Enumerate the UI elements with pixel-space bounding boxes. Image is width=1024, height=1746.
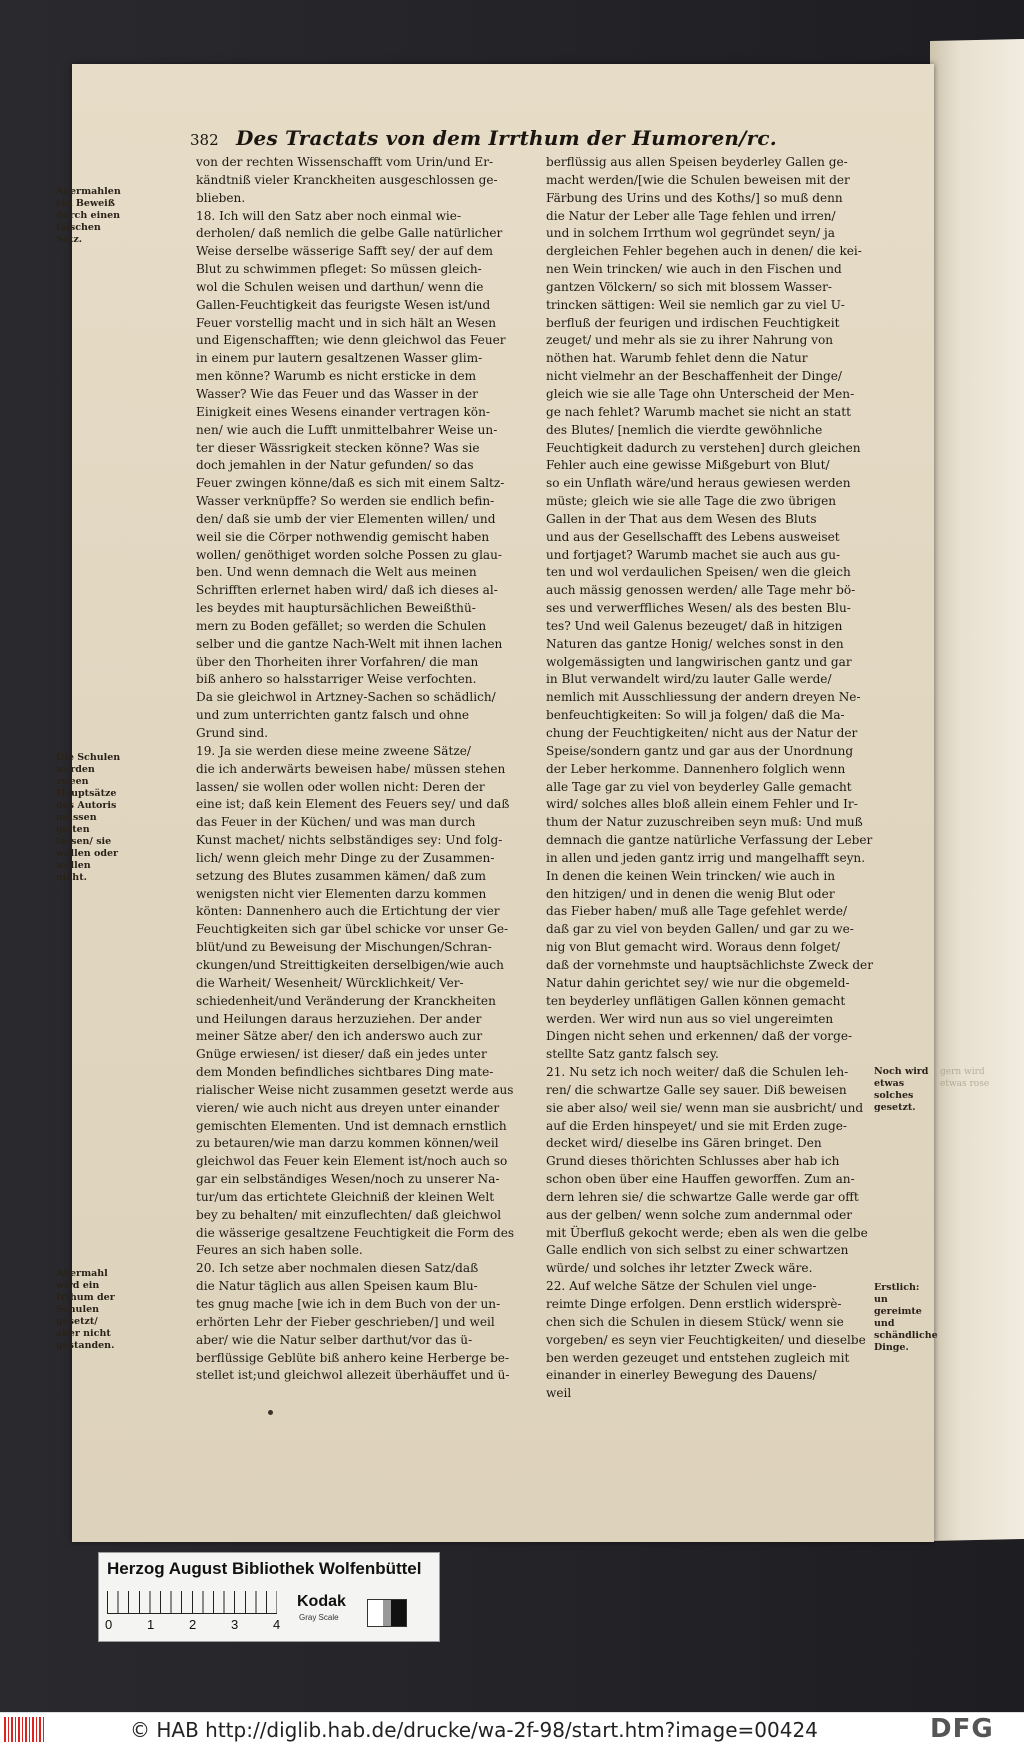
- text-line: und zum unterrichten gantz falsch und ohne: [196, 708, 470, 723]
- text-line: bey zu behalten/ mit einzuflechten/ daß gleichwol: [196, 1207, 502, 1222]
- text-line: berflüssig aus allen Speisen beyderley Gallen ge-: [546, 155, 848, 169]
- text-line: kändtniß vieler Kranckheiten ausgeschlossen ge-: [196, 172, 498, 187]
- text-line: ten beyderley unflätigen Gallen können gemacht: [546, 993, 846, 1008]
- text-line: das Feuer in der Küchen/ und was man durch: [196, 815, 476, 830]
- text-line: dem Monden befindliches sichtbares Ding mate-: [196, 1065, 494, 1080]
- text-line: 18. Ich will den Satz aber noch einmal wie-: [196, 208, 462, 223]
- text-line: berflüssige Geblüte biß anhero keine Herberge be-: [196, 1350, 510, 1365]
- text-line: die Natur täglich aus allen Speisen kaum Blu-: [196, 1279, 478, 1294]
- text-line: lassen/ sie wollen oder wollen nicht: Deren der: [196, 779, 485, 794]
- text-line: Fehler auch eine gewisse Mißgeburt von Blut/: [546, 458, 830, 473]
- text-line: tes gnug mache [wie ich in dem Buch von der un-: [196, 1297, 501, 1311]
- text-line: nicht vielmehr an der Beschaffenheit der Dinge/: [546, 369, 842, 384]
- text-line: 21. Nu setz ich noch weiter/ daß die Schulen leh-: [546, 1065, 849, 1080]
- text-line: könten: Dannenhero auch die Ertichtung der vier: [196, 904, 500, 919]
- text-line: von der rechten Wissenschafft vom Urin/und Er-: [196, 155, 494, 169]
- barcode-icon: [4, 1717, 44, 1742]
- text-line: Natur dahin gerichtet sey/ wie nur die obgemeld-: [546, 975, 850, 990]
- text-line: dergleichen Fehler begehen auch in denen/ die kei-: [546, 244, 862, 259]
- text-line: und Heilungen daraus herzuziehen. Der ander: [196, 1011, 482, 1026]
- library-name: Herzog August Bibliothek Wolfenbüttel: [107, 1559, 422, 1578]
- page-number: 382: [190, 131, 219, 149]
- text-line: die wässerige gesaltzene Feuchtigkeit die Form des: [196, 1225, 515, 1240]
- text-line: wird/ solches alles bloß allein einem Fehler und Ir-: [546, 797, 858, 812]
- margin-note-left-3: Abermahl wird ein Irthum der Schulen gesetzt/ aber nicht gestanden.: [56, 1268, 115, 1351]
- text-line: die Warheit/ Wesenheit/ Würcklichkeit/ Ver-: [196, 975, 464, 990]
- text-line: stellte Satz gantz falsch sey.: [546, 1047, 719, 1062]
- text-line: der Leber herkomme. Dannenhero folglich wenn: [546, 761, 846, 776]
- text-line: Feuchtigkeiten sich gar übel schicke vor unser Ge-: [196, 922, 509, 937]
- text-line: berfluß der feurigen und irdischen Feuchtigkeit: [546, 315, 840, 330]
- text-line: ren/ die schwartze Galle sey sauer. Diß beweisen: [546, 1082, 847, 1097]
- margin-note-left-2: Die Schulen werden zween Hauptsätze des Autoris müssen gelten lassen/ sie wollen oder wollen nicht.: [56, 752, 121, 883]
- text-line: ge nach fehlet? Warumb machet sie nicht an statt: [546, 404, 851, 419]
- text-line: reimte Dinge erfolgen. Denn erstlich widersprè-: [546, 1297, 842, 1311]
- text-line: gleichwol das Feuer kein Element ist/noch auch so: [196, 1154, 508, 1169]
- text-line: tes? Und weil Galenus bezeuget/ daß in hitzigen: [546, 618, 843, 633]
- viewer-footer: [0, 1712, 1024, 1746]
- text-line: 20. Ich setze aber nochmalen diesen Satz/daß: [196, 1261, 479, 1276]
- text-line: Gnüge erwiesen/ ist dieser/ daß ein jedes unter: [196, 1047, 487, 1062]
- text-line: Weise derselbe wässerige Safft sey/ der auf dem: [196, 244, 493, 259]
- text-line: Feures an sich haben solle.: [196, 1243, 363, 1258]
- text-line: ben. Und wenn demnach die Welt aus meinen: [196, 565, 477, 580]
- text-line: lich/ wenn gleich mehr Dinge zu der Zusammen-: [196, 850, 495, 865]
- text-line: Naturen das gantze Honig/ welches sonst in den: [546, 636, 844, 651]
- text-line: doch jemahlen in der Natur gefunden/ so das: [196, 458, 474, 473]
- text-line: Feuer zwingen könne/daß es sich mit einem Saltz-: [196, 476, 505, 491]
- text-line: benfeuchtigkeiten: So will ja folgen/ daß die Ma-: [546, 708, 845, 723]
- text-line: über den Thorheiten ihrer Vorfahren/ die man: [196, 654, 479, 669]
- right-text-column: [546, 154, 900, 1403]
- text-line: Galle endlich von sich selbst zu einer schwartzen: [546, 1243, 849, 1258]
- left-text-column: [196, 154, 601, 1385]
- text-line: und in solchem Irrthum wol gegründet seyn/ ja: [546, 226, 835, 241]
- text-line: in einem pur lautern gesaltzenen Wasser glim-: [196, 351, 483, 366]
- text-line: aber/ wie die Natur selber darthut/vor das ü-: [196, 1332, 473, 1347]
- text-line: dern lehren sie/ die schwartze Galle werde gar offt: [546, 1189, 859, 1204]
- margin-note-left-1: Abermahlen ein Beweiß durch einen falschen Satz.: [56, 186, 121, 245]
- text-line: aus der gelben/ wenn solche zum andernmal oder: [546, 1207, 853, 1222]
- text-line: Da sie gleichwol in Artzney-Sachen so schädlich/: [196, 690, 496, 705]
- text-line: chen sich die Schulen in diesem Stück/ wenn sie: [546, 1314, 844, 1329]
- text-line: Feuer vorstellig macht und in sich hält an Wesen: [196, 315, 497, 330]
- text-line: erhörten Lehr der Fieber geschrieben/] und weil: [196, 1314, 495, 1329]
- facing-page-edge: [930, 39, 1024, 1541]
- text-line: daß gar zu viel von beyden Gallen/ und gar zu we-: [546, 922, 854, 937]
- text-line: Speise/sondern gantz und gar aus der Unordnung: [546, 743, 854, 758]
- text-line: derholen/ daß nemlich die gelbe Galle natürlicher: [196, 226, 503, 241]
- text-line: den/ daß sie umb der vier Elementen willen/ und: [196, 511, 496, 526]
- text-line: gleich wie sie alle Tage ohn Unterscheid der Men-: [546, 386, 855, 401]
- text-line: Grund sind.: [196, 726, 269, 740]
- text-line: nen Wein trincken/ wie auch in den Fischen und: [546, 262, 842, 277]
- bleed-through-text: gern wird etwas rose: [940, 1067, 990, 1089]
- text-line: wollen/ genöthiget worden solche Possen zu glau-: [196, 547, 503, 562]
- text-line: biß anhero so halsstarriger Weise verfochten.: [196, 672, 477, 687]
- text-line: nig von Blut gemacht wird. Woraus denn folget/: [546, 940, 841, 955]
- text-line: die ich anderwärts beweisen habe/ müssen stehen: [196, 761, 506, 776]
- text-line: vieren/ wie auch nicht aus dreyen unter einander: [196, 1100, 500, 1115]
- text-line: eine ist; daß kein Element des Feuers sey/ und daß: [196, 797, 510, 812]
- text-line: und fortjaget? Warumb machet sie auch aus gu-: [546, 547, 841, 562]
- text-line: thum der Natur zuzuschreiben seyn muß: Und muß: [546, 815, 863, 830]
- ruler-number: 2: [189, 1617, 197, 1632]
- text-line: les beydes mit hauptursächlichen Beweißthü-: [196, 601, 476, 616]
- text-line: den hitzigen/ und in denen die wenig Blut oder: [546, 886, 835, 901]
- text-line: vorgeben/ es seyn vier Feuchtigkeiten/ und dieselbe: [546, 1332, 866, 1347]
- text-line: schiedenheit/und Veränderung der Kranckheiten: [196, 993, 496, 1008]
- text-line: 19. Ja sie werden diese meine zweene Sätze/: [196, 743, 471, 758]
- text-line: Einigkeit eines Wesens einander vertragen kön-: [196, 404, 490, 419]
- text-line: auf die Erden hinspeyet/ und sie mit Erden zuge-: [546, 1118, 847, 1133]
- running-title: Des Tractats von dem Irrthum der Humoren/rc.: [236, 126, 777, 150]
- scale-ruler: [107, 1591, 277, 1614]
- text-line: sie aber also/ weil sie/ wenn man sie ausbricht/ und: [546, 1100, 864, 1115]
- margin-note-right-1: Noch wird etwas solches gesetzt.: [874, 1066, 929, 1113]
- text-line: Wasser? Wie das Feuer und das Wasser in der: [196, 386, 478, 401]
- text-line: einander in einerley Bewegung des Dauens/: [546, 1368, 817, 1383]
- text-line: ckungen/und Streittigkeiten derselbigen/wie auch: [196, 957, 504, 972]
- text-line: Schrifften erlernet haben wird/ daß ich dieses al-: [196, 583, 498, 598]
- text-line: Dingen nicht sehen und erkennen/ daß der vorge-: [546, 1029, 853, 1044]
- text-line: demnach die gantze natürliche Verfassung der Leber: [546, 833, 873, 848]
- ruler-number: 1: [147, 1617, 155, 1632]
- text-line: zeuget/ und mehr als sie zu ihrer Nahrung von: [546, 333, 834, 348]
- text-line: nemlich mit Ausschliessung der andern dreyen Ne-: [546, 690, 861, 705]
- text-line: 22. Auf welche Sätze der Schulen viel unge-: [546, 1279, 817, 1294]
- text-line: stellet ist;und gleichwol allezeit überhäuffet und ü-: [196, 1368, 510, 1383]
- text-line: in Blut verwandelt wird/zu lauter Galle werde/: [546, 672, 832, 687]
- ruler-number: 0: [105, 1617, 113, 1632]
- text-line: und aus der Gesellschafft des Lebens ausweiset: [546, 529, 840, 544]
- text-line: nöthen hat. Warumb fehlet denn die Natur: [546, 351, 808, 366]
- text-line: tur/um das ertichtete Gleichniß der kleinen Welt: [196, 1189, 495, 1204]
- text-line: Blut zu schwimmen pfleget: So müssen gleich-: [196, 262, 482, 277]
- text-line: schon oben über eine Hauffen geworffen. Zum an-: [546, 1172, 855, 1187]
- dfg-logo: DFG: [930, 1714, 994, 1744]
- gray-swatch: [367, 1599, 407, 1627]
- text-line: des Blutes/ [nemlich die vierdte gewöhnliche: [546, 422, 823, 437]
- text-line: ter dieser Wässrigkeit stecken könne? Was sie: [196, 440, 480, 455]
- text-line: daß der vornehmste und hauptsächlichste Zweck der: [546, 957, 873, 972]
- text-line: ten und wol verdaulichen Speisen/ wen die gleich: [546, 565, 851, 580]
- margin-note-right-2: Erstlich: un gereimte und schändliche Dinge.: [874, 1282, 938, 1353]
- text-line: werden. Wer wird nun aus so viel ungereimten: [546, 1011, 834, 1026]
- source-link[interactable]: © HAB http://diglib.hab.de/drucke/wa-2f-98/start.htm?image=00424: [130, 1718, 818, 1742]
- text-line: ses und verwerffliches Wesen/ als des besten Blu-: [546, 601, 851, 616]
- text-line: weil: [546, 1386, 572, 1401]
- text-line: meiner Sätze aber/ den ich anderswo auch zur: [196, 1029, 483, 1044]
- ruler-number: 4: [273, 1617, 281, 1632]
- text-line: blieben.: [196, 190, 246, 205]
- text-line: gemischten Elementen. Und ist demnach ernstlich: [196, 1118, 507, 1133]
- book-page: [72, 64, 938, 1542]
- text-line: macht werden/[wie die Schulen beweisen mit der: [546, 172, 850, 187]
- text-line: In denen die keinen Wein trincken/ wie auch in: [546, 868, 836, 883]
- text-line: Grund dieses thörichten Schlusses aber hab ich: [546, 1154, 840, 1169]
- text-line: auch mässig genossen werden/ alle Tage mehr bö-: [546, 583, 856, 598]
- text-line: selber und die gantze Nach-Welt mit ihnen lachen: [196, 636, 503, 651]
- text-line: chung der Feuchtigkeiten/ nicht aus der Natur der: [546, 726, 858, 740]
- ruler-number: 3: [231, 1617, 239, 1632]
- text-line: mern zu Boden gefället; so werden die Schulen: [196, 618, 487, 633]
- text-line: Gallen-Feuchtigkeit das feurigste Wesen ist/und: [196, 297, 491, 312]
- text-line: weil sie die Cörper nothwendig gemischt haben: [196, 529, 490, 544]
- text-line: Gallen in der That aus dem Wesen des Bluts: [546, 511, 817, 526]
- text-line: setzung des Blutes zusammen kämen/ daß zum: [196, 868, 486, 883]
- text-line: in allen und jeden gantz irrig und mangelhafft seyn.: [546, 850, 866, 865]
- text-line: müste; gleich wie sie alle Tage die zwo übrigen: [546, 494, 837, 509]
- kodak-brand: Kodak: [297, 1593, 346, 1610]
- text-line: Färbung des Urins und des Koths/] so muß denn: [546, 190, 843, 205]
- text-line: und Eigenschafften; wie denn gleichwol das Feuer: [196, 333, 506, 348]
- library-color-card: [98, 1552, 440, 1642]
- text-line: blüt/und zu Beweisung der Mischungen/Schran-: [196, 940, 492, 955]
- text-line: wenigsten nicht vier Elementen darzu kommen: [196, 886, 487, 901]
- text-line: rialischer Weise nicht zusammen gesetzt werde aus: [196, 1082, 514, 1097]
- text-line: wolgemässigten und langwirischen gantz und gar: [546, 654, 852, 669]
- text-line: zu betauren/wie man darzu kommen können/weil: [196, 1136, 499, 1151]
- text-line: men könne? Warumb es nicht ersticke in dem: [196, 369, 477, 384]
- text-line: so ein Unflath wäre/und heraus gewiesen werden: [546, 476, 851, 491]
- text-line: alle Tage gar zu viel von beyderley Galle gemacht: [546, 779, 852, 794]
- text-line: decket wird/ dieselbe ins Gären bringet. Den: [546, 1136, 822, 1151]
- text-line: die Natur der Leber alle Tage fehlen und irren/: [546, 208, 836, 223]
- text-line: gantzen Völckern/ so sich mit blossem Wasser-: [546, 279, 832, 294]
- text-line: mit Überfluß gekocht werde; eben als wen die gelbe: [546, 1225, 868, 1240]
- text-line: würde/ und solches ihr letzter Zweck wäre.: [546, 1261, 813, 1276]
- text-line: wol die Schulen weisen und darthun/ wenn die: [196, 279, 484, 294]
- gray-scale-label: Gray Scale: [299, 1613, 339, 1622]
- ink-smudge: [268, 1410, 273, 1415]
- text-line: gar ein selbständiges Wesen/noch zu unserer Na-: [196, 1172, 500, 1187]
- text-line: trincken sättigen: Weil sie nemlich gar zu viel U-: [546, 297, 845, 312]
- text-line: Feuchtigkeit dadurch zu verstehen] durch gleichen: [546, 440, 861, 455]
- text-line: Kunst machet/ nichts selbständiges sey: Und folg-: [196, 833, 503, 848]
- text-line: das Fieber haben/ muß alle Tage gefehlet werde/: [546, 904, 848, 919]
- text-line: nen/ wie auch die Lufft unmittelbahrer Weise un-: [196, 422, 498, 437]
- text-line: ben werden gezeuget und entstehen zugleich mit: [546, 1350, 850, 1365]
- text-line: Wasser verknüpffe? So werden sie endlich befin-: [196, 494, 495, 509]
